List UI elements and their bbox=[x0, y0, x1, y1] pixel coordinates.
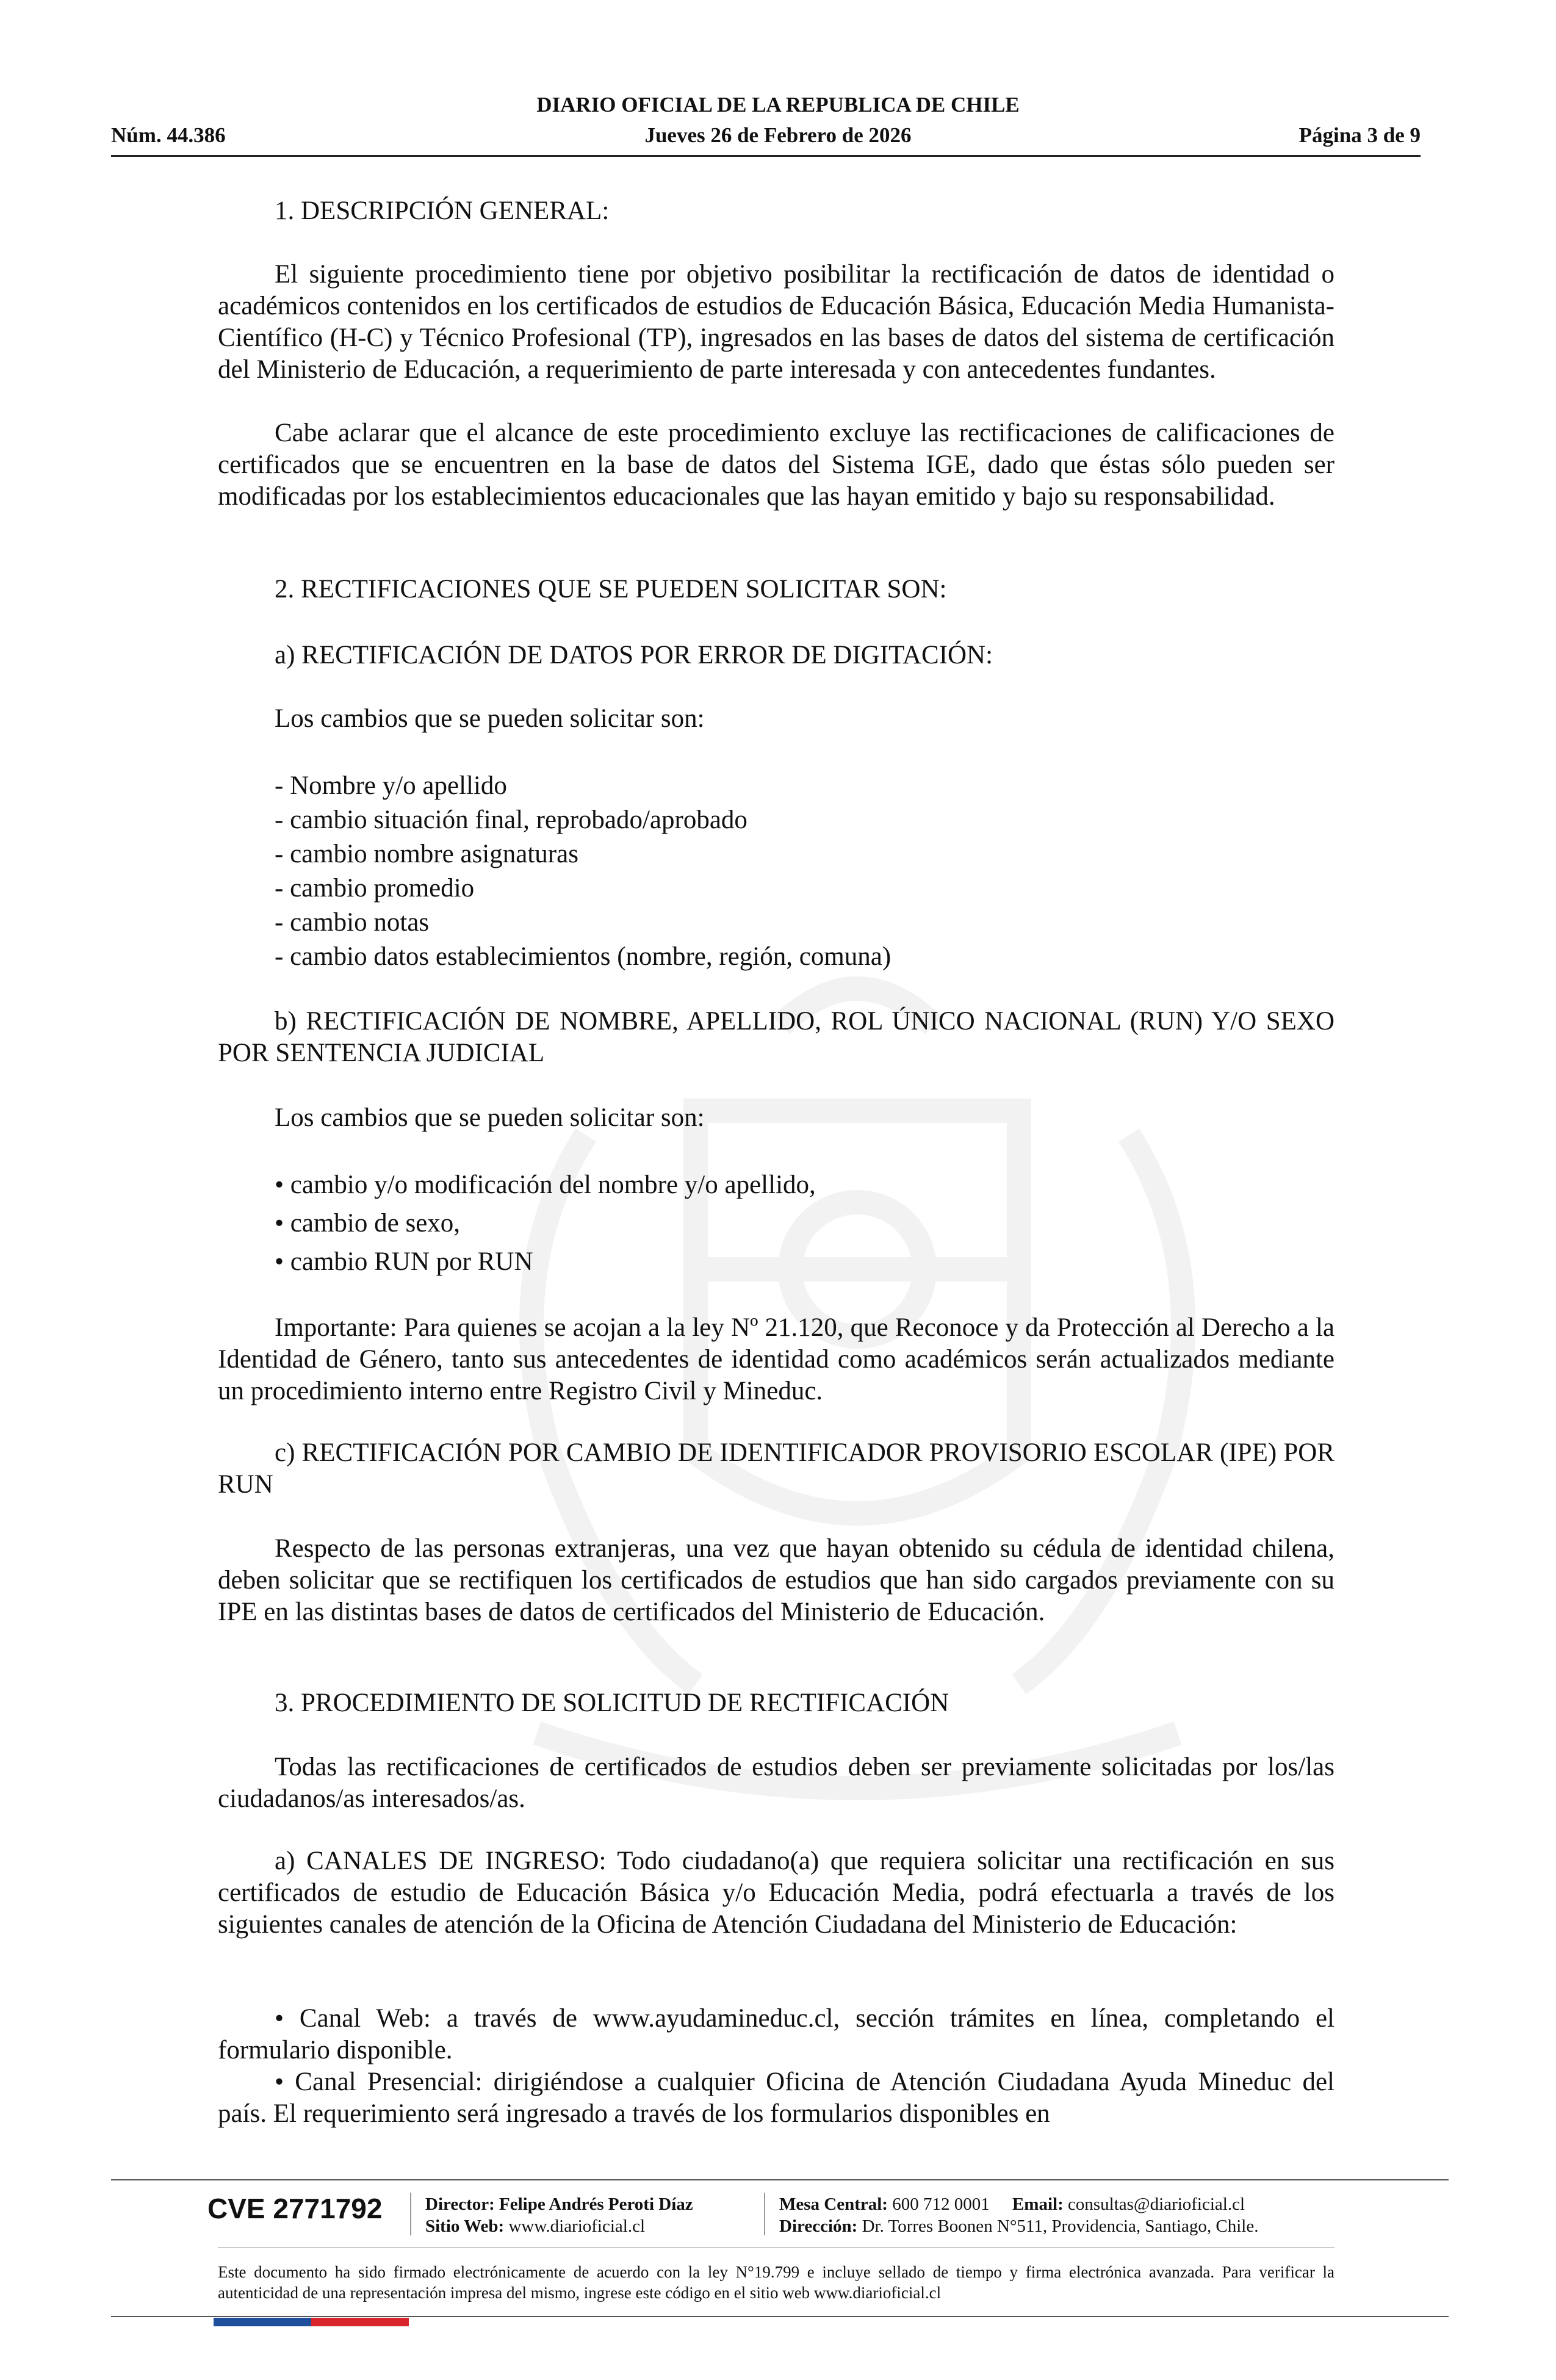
email-link[interactable]: consultas@diarioficial.cl bbox=[1068, 2194, 1245, 2214]
director-name: Felipe Andrés Peroti Díaz bbox=[499, 2194, 693, 2214]
identity-law-note: Importante: Para quienes se acojan a la ley Nº 21.120, que Reconoce y da Protección al Derecho a la Identidad de Género, tanto sus antecedentes de identidad como académicos serán actualizados mediante un procedimiento interno entre Registro Civil y Mineduc. bbox=[218, 1313, 1334, 1405]
section-3-paragraph-1: Todas las rectificaciones de certificados de estudios deben ser previamente solicitadas por los/las ciudadanos/as interesados/as. bbox=[218, 1753, 1334, 1813]
director-label: Director: bbox=[425, 2194, 495, 2214]
section-3-paragraph-2: a) CANALES DE INGRESO: Todo ciudadano(a) que requiera solicitar una rectificación en sus certificados de estudio de Educación Básica y/o Educación Media, podrá efectuarla a través de los siguientes canales de atención de la Oficina de Atención Ciudadana del Ministerio de Educación: bbox=[218, 1847, 1334, 1939]
section-3-title: 3. PROCEDIMIENTO DE SOLICITUD DE RECTIFICACIÓN bbox=[275, 1689, 949, 1717]
journal-title: DIARIO OFICIAL DE LA REPUBLICA DE CHILE bbox=[536, 93, 1020, 117]
subsection-a-list bbox=[275, 770, 891, 973]
website-label: Sitio Web: bbox=[425, 2216, 505, 2236]
issue-number: Núm. 44.386 bbox=[111, 123, 226, 147]
section-1-title: 1. DESCRIPCIÓN GENERAL: bbox=[275, 197, 610, 225]
address-value: Dr. Torres Boonen N°511, Providencia, Santiago, Chile. bbox=[862, 2216, 1259, 2236]
section-1-paragraph-2: Cabe aclarar que el alcance de este procedimiento excluye las rectificaciones de calificaciones de certificados que se encuentren en la base de datos del Sistema IGE, dado que éstas sólo pueden ser modificadas por los establecimientos educacionales que las hayan emitido y bajo su responsabilidad. bbox=[218, 419, 1334, 511]
subsection-b-intro: Los cambios que se pueden solicitar son: bbox=[275, 1103, 705, 1132]
section-2-title: 2. RECTIFICACIONES QUE SE PUEDEN SOLICITAR SON: bbox=[275, 575, 947, 604]
list-item: - cambio situación final, reprobado/aprobado bbox=[275, 806, 747, 834]
list-item: - cambio promedio bbox=[275, 874, 475, 903]
web-channel-paragraph: • Canal Web: a través de www.ayudamineduc.cl, sección trámites en línea, completando el formulario disponible. bbox=[218, 2004, 1334, 2064]
presencial-channel-paragraph: • Canal Presencial: dirigiéndose a cualquier Oficina de Atención Ciudadana Ayuda Mineduc del país. El requerimiento será ingresado a través de los formularios disponibles en bbox=[218, 2068, 1334, 2128]
address-label: Dirección: bbox=[779, 2216, 858, 2236]
footer-rule-bottom bbox=[111, 2316, 1449, 2317]
mesa-phone: 600 712 0001 bbox=[892, 2194, 990, 2214]
cve-code: CVE 2771792 bbox=[207, 2193, 383, 2224]
director-line bbox=[425, 2193, 693, 2215]
header-rule bbox=[111, 155, 1421, 157]
list-item: • cambio de sexo, bbox=[275, 1209, 461, 1238]
website-link[interactable]: www.diarioficial.cl bbox=[508, 2216, 646, 2236]
list-item: • cambio y/o modificación del nombre y/o apellido, bbox=[275, 1170, 816, 1199]
subsection-b-list bbox=[275, 1169, 816, 1278]
signature-note: Este documento ha sido firmado electrónicamente de acuerdo con la ley N°19.799 e incluye sellado de tiempo y firma electrónica avanzada. Para verificar la autenticidad de una representación impresa del mismo, ingrese este código en el sitio web www.diarioficial.cl bbox=[218, 2263, 1334, 2302]
flag-stripe-blue bbox=[214, 2318, 311, 2326]
list-item: • cambio RUN por RUN bbox=[275, 1247, 533, 1276]
contact-line bbox=[779, 2193, 1245, 2215]
footer-separator bbox=[764, 2193, 765, 2235]
mesa-label: Mesa Central: bbox=[779, 2194, 888, 2214]
list-item: - cambio notas bbox=[275, 908, 430, 937]
issue-date: Jueves 26 de Febrero de 2026 bbox=[644, 123, 912, 147]
footer-separator bbox=[410, 2193, 411, 2235]
website-line bbox=[425, 2215, 645, 2237]
subsection-c-paragraph: Respecto de las personas extranjeras, una vez que hayan obtenido su cédula de identidad chilena, deben solicitar que se rectifiquen los certificados de estudios que han sido cargados previamente con su IPE en las distintas bases de datos de certificados del Ministerio de Educación. bbox=[218, 1534, 1334, 1626]
section-1-paragraph-1: El siguiente procedimiento tiene por objetivo posibilitar la rectificación de datos de identidad o académicos contenidos en los certificados de estudios de Educación Básica, Educación Media Humanista-Científico (H-C) y Técnico Profesional (TP), ingresados en las bases de datos del sistema de certificación del Ministerio de Educación, a requerimiento de parte interesada y con antecedentes fundantes. bbox=[218, 260, 1334, 384]
list-item: - Nombre y/o apellido bbox=[275, 771, 507, 800]
list-item: - cambio datos establecimientos (nombre, región, comuna) bbox=[275, 942, 891, 971]
subsection-b-title: b) RECTIFICACIÓN DE NOMBRE, APELLIDO, ROL ÚNICO NACIONAL (RUN) Y/O SEXO POR SENTENCIA JUDICIAL bbox=[218, 1007, 1334, 1067]
flag-stripe-red bbox=[311, 2318, 409, 2326]
footer-rule-top bbox=[111, 2179, 1449, 2180]
subsection-c-title: c) RECTIFICACIÓN POR CAMBIO DE IDENTIFICADOR PROVISORIO ESCOLAR (IPE) POR RUN bbox=[218, 1438, 1334, 1499]
address-line bbox=[779, 2215, 1258, 2237]
subsection-a-intro: Los cambios que se pueden solicitar son: bbox=[275, 704, 705, 733]
list-item: - cambio nombre asignaturas bbox=[275, 840, 578, 868]
page-indicator: Página 3 de 9 bbox=[1298, 123, 1421, 147]
email-label: Email: bbox=[1012, 2194, 1064, 2214]
subsection-a-title: a) RECTIFICACIÓN DE DATOS POR ERROR DE DIGITACIÓN: bbox=[275, 641, 993, 669]
